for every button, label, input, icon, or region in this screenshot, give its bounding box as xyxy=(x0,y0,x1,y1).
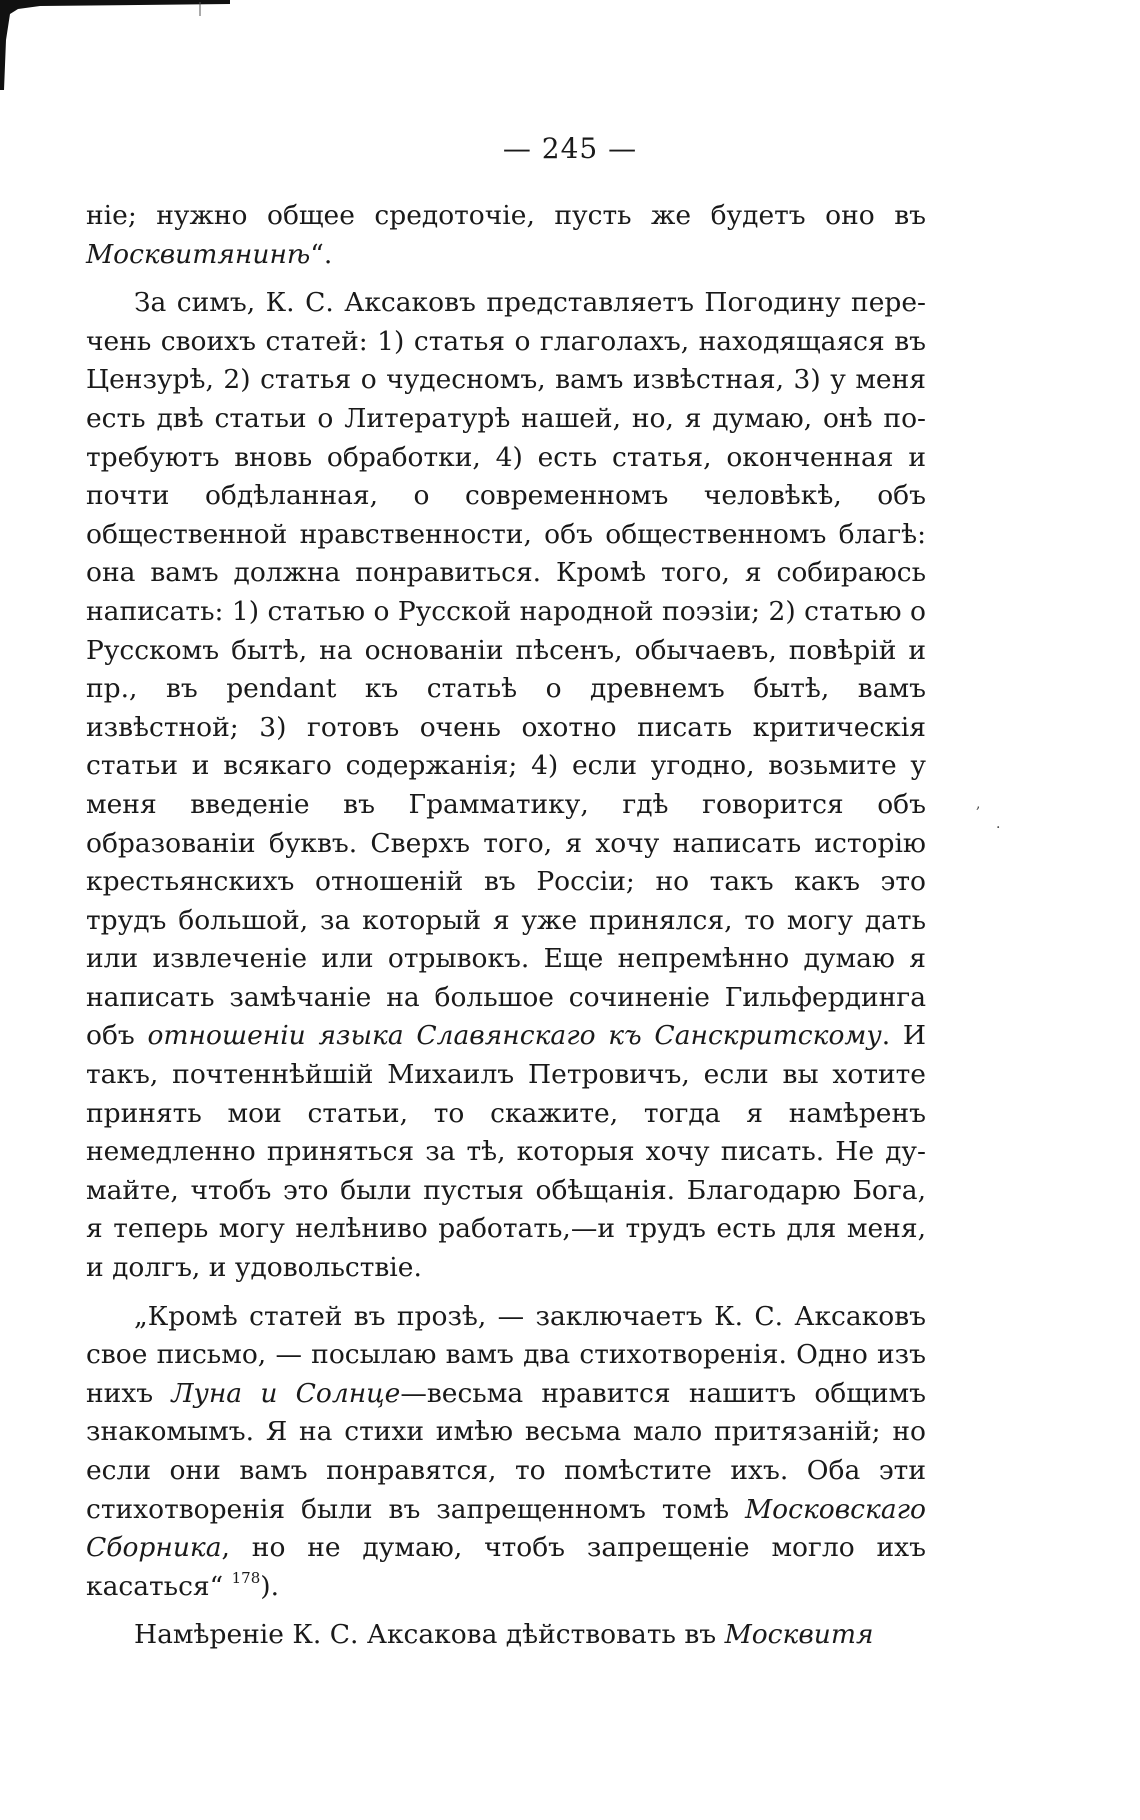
paragraph-3-part-2: Луна и Солнце xyxy=(171,1377,401,1409)
page-number: — 245 — xyxy=(502,132,638,165)
paragraph-3 xyxy=(86,1298,926,1607)
paragraph-3-part-1: „Кромѣ статей въ прозѣ, — заключаетъ К. С. Аксаковъ свое письмо, — посылаю вамъ два стихотворенія. Одно изъ нихъ xyxy=(86,1300,926,1409)
scan-speck-2: · xyxy=(996,820,1001,836)
paragraph-3-part-3: —весьма нравится нашитъ общимъ знакомымъ. Я на стихи имѣю весьма мало притязаній; но если они вамъ понравятся, то помѣстите ихъ. Оба эти стихотворенія были въ запрещенномъ томѣ xyxy=(86,1377,926,1525)
body-text xyxy=(86,197,926,1655)
footnote-ref: 178 xyxy=(231,1568,261,1587)
paragraph-3-part-5: , но не думаю, чтобъ запрещеніе могло ихъ касаться“ xyxy=(86,1532,926,1602)
scan-edge-mark xyxy=(0,0,230,90)
paragraph-4 xyxy=(86,1616,926,1655)
paragraph-3-part-7: ). xyxy=(260,1570,280,1602)
paragraph-1 xyxy=(86,197,926,274)
paragraph-2 xyxy=(86,284,926,1287)
paragraph-4-part-2: Москвитя xyxy=(724,1619,874,1651)
paragraph-2-part-1: За симъ, К. С. Аксаковъ представляетъ Погодину перечень своихъ статей: 1) статья о глаголахъ, находящаяся въ Цензурѣ, 2) статья о чудесномъ, вамъ извѣстная, 3) у меня есть двѣ статьи о Литературѣ нашей, но, я думаю, онѣ потребуютъ вновь обработки, 4) есть статья, оконченная и почти обдѣланная, о современномъ человѣкѣ, объ общественной нравственности, объ общественномъ благѣ: она вамъ должна понравиться. Кромѣ того, я собираюсь написать: 1) статью о Русской народной поэзіи; 2) статью о Русскомъ бытѣ, на основаніи пѣсенъ, обычаевъ, повѣрій и пр., въ pendant къ статьѣ о древнемъ бытѣ, вамъ извѣстной; 3) готовъ очень охотно писать критическія статьи и всякаго содержанія; 4) если угодно, возьмите у меня введеніе въ Грамматику, гдѣ говорится объ образованіи буквъ. Сверхъ того, я хочу написать исторію крестьянскихъ отношеній въ Россіи; но такъ какъ это трудъ большой, за который я уже принялся, то могу дать или извлеченіе или отрывокъ. Еще непремѣнно думаю я написать замѣчаніе на большое сочиненіе Гильфердинга объ xyxy=(86,287,926,1052)
paragraph-2-part-2: отношеніи языка Славянскаго къ Санскритскому xyxy=(147,1020,882,1052)
scan-speck-1: , xyxy=(976,796,981,812)
paragraph-4-part-1: Намѣреніе К. С. Аксакова дѣйствовать въ xyxy=(134,1619,725,1651)
paragraph-1-part-2: Москвитянинѣ xyxy=(86,238,311,270)
paragraph-1-part-3: “. xyxy=(310,238,333,270)
paragraph-1-part-1: ніе; нужно общее средоточіе, пусть же будетъ оно въ xyxy=(86,200,926,231)
paragraph-3-part-4: Московскаго Сборника xyxy=(86,1493,926,1564)
paragraph-2-part-3: . И такъ, почтеннѣйшій Михаилъ Петровичъ, если вы хотите принять мои статьи, то скажите, тогда я намѣренъ немедленно приняться за тѣ, которыя хочу писать. Не думайте, чтобъ это были пустыя обѣщанія. Благодарю Бога, я теперь могу нелѣниво работать,—и трудъ есть для меня, и долгъ, и удовольствіе. xyxy=(86,1020,926,1284)
